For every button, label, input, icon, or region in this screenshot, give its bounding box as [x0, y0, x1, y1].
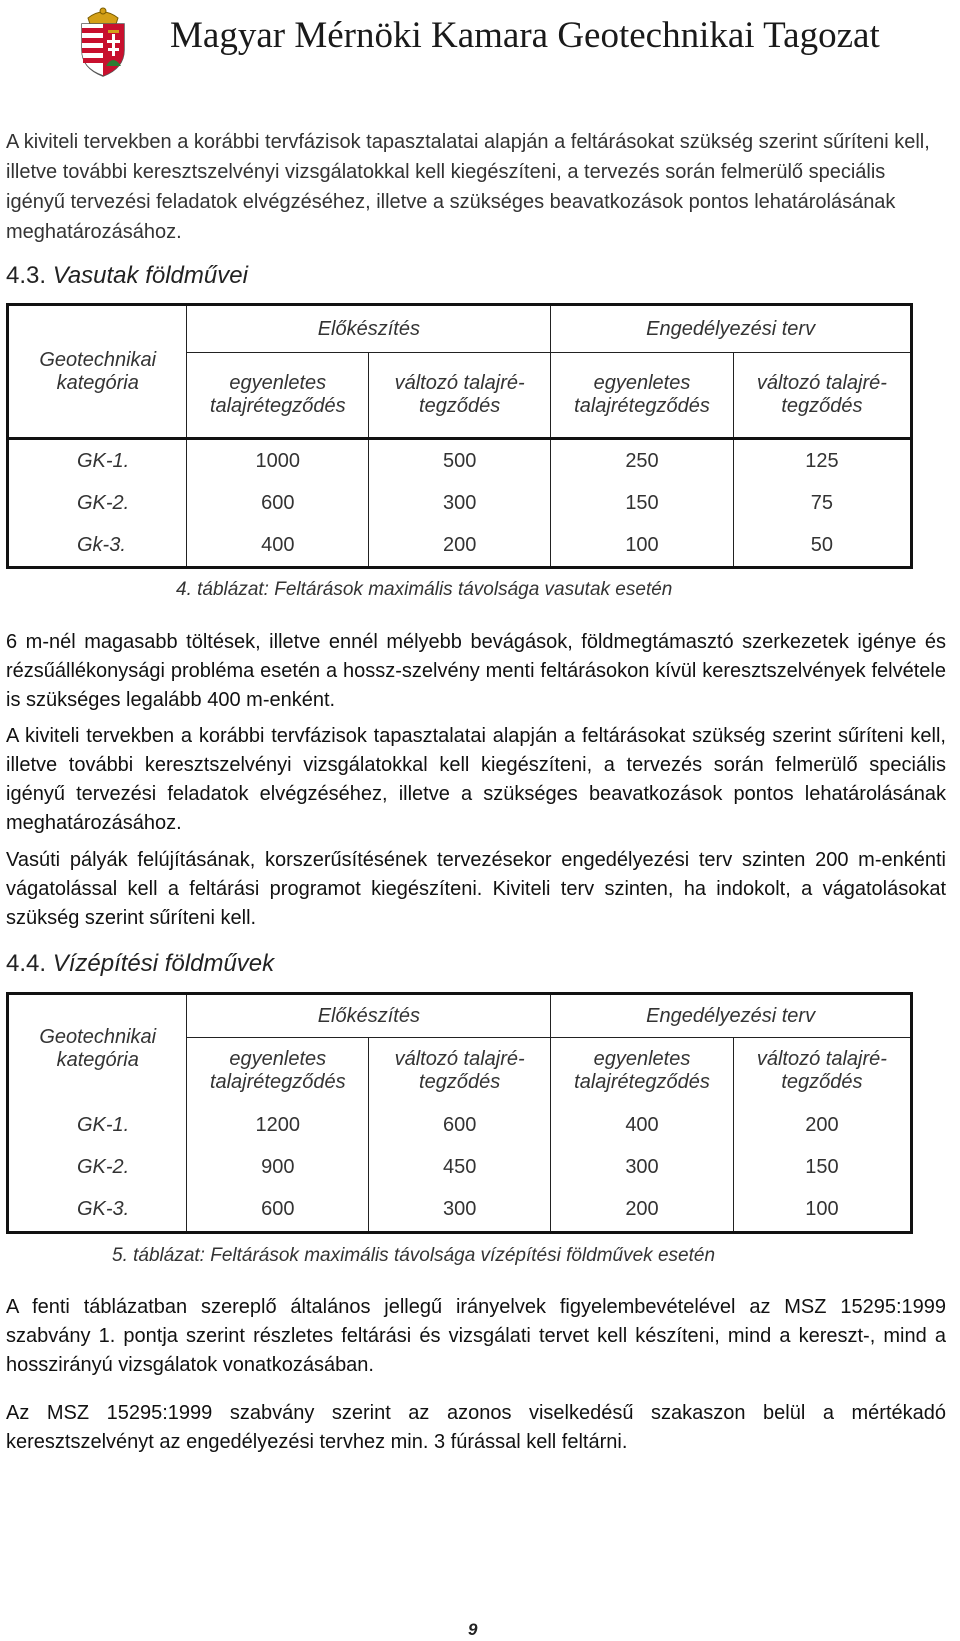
hungarian-coat-of-arms-icon: [72, 4, 134, 78]
group-header-engedelyezesi: Engedélyezési terv: [551, 305, 912, 353]
table-row: [8, 1189, 912, 1233]
paragraph-vasuti: Vasúti pályák felújításának, korszerűsítésének tervezésekor engedélyezési terv szinten 200 m-enkénti vágatolással kell a feltárási programot kiegészíteni. Kiviteli terv szinten, ha indokolt, a vágatolásokat szükség szerint sűríteni kell.: [6, 849, 946, 929]
table-cell: 100: [551, 525, 734, 568]
table-row: [8, 1147, 912, 1189]
table-cell: 450: [369, 1147, 551, 1189]
group-header-engedelyezesi: Engedélyezési terv: [551, 994, 912, 1038]
table-cell: 300: [551, 1147, 734, 1189]
section-title: Vasutak földművei: [52, 262, 248, 289]
subheader-uniform: egyenletes talajrétegződés: [551, 353, 734, 439]
table-cell: 300: [369, 1189, 551, 1233]
paragraph-embankments: 6 m-nél magasabb töltések, illetve ennél mélyebb bevágások, földmegtámasztó szerkezetek igénye és rézsűállékonysági probléma esetén a hossz-szelvény menti feltárásokon kívül keresztszelvények felvétele is szükséges legalább 400 m-enként.: [6, 631, 946, 711]
header-title: Magyar Mérnöki Kamara Geotechnikai Tagozat: [170, 15, 880, 56]
table-4-caption: 4. táblázat: Feltárások maximális távolsága vasutak esetén: [176, 579, 673, 600]
section-heading-4-4: [6, 950, 274, 978]
table-5-caption: 5. táblázat: Feltárások maximális távolsága vízépítési földművek esetén: [112, 1245, 716, 1266]
table-cell: 75: [733, 483, 911, 525]
table-4: [6, 303, 913, 569]
group-header-elokeszites: Előkészítés: [187, 994, 551, 1038]
table-cell: 600: [187, 483, 369, 525]
table-row: [8, 525, 912, 568]
subheader-variable: változó talajré- tegződés: [369, 1038, 551, 1104]
table-cell: 900: [187, 1147, 369, 1189]
table-cell: 200: [551, 1189, 734, 1233]
page-number: 9: [468, 1620, 478, 1639]
row-category: GK-1.: [8, 439, 187, 483]
table-cell: 50: [733, 525, 911, 568]
subheader-uniform: egyenletes talajrétegződés: [551, 1038, 734, 1104]
intro-paragraph: A kiviteli tervekben a korábbi tervfázisok tapasztalatai alapján a feltárásokat szükség szerint sűríteni kell, illetve további keresztszelvényi vizsgálatokkal kell kiegészíteni, a tervezés során felmerülő speciális igényű tervezési feladatok elvégzéséhez, illetve a szükséges beavatkozások pontos lehatárolásának meghatározásához.: [6, 131, 930, 243]
table-cell: 400: [551, 1104, 734, 1147]
table-cell: 600: [187, 1189, 369, 1233]
table-cell: 150: [551, 483, 734, 525]
category-header: Geotechnikai kategória: [8, 994, 187, 1104]
table-cell: 1000: [187, 439, 369, 483]
row-category: GK-1.: [8, 1104, 187, 1147]
paragraph-msz-plan: A fenti táblázatban szereplő általános jellegű irányelvek figyelembevételével az MSZ 15295:1999 szabvány 1. pontja szerint részletes feltárási és vizsgálati tervet kell készíteni, mind a kereszt-, mind a hosszirányú vizsgálatok vonatkozásában.: [6, 1296, 946, 1376]
table-row: [8, 1104, 912, 1147]
subheader-variable: változó talajré- tegződés: [733, 353, 911, 439]
table-cell: 500: [369, 439, 551, 483]
section-title: Vízépítési földművek: [52, 950, 275, 977]
page-header: [0, 0, 960, 78]
table-cell: 200: [369, 525, 551, 568]
row-category: GK-3.: [8, 1189, 187, 1233]
row-category: GK-2.: [8, 483, 187, 525]
table-cell: 600: [369, 1104, 551, 1147]
section-number: 4.4.: [6, 950, 47, 977]
table-cell: 125: [733, 439, 911, 483]
paragraph-msz-boreholes: Az MSZ 15295:1999 szabvány szerint az azonos viselkedésű szakaszon belül a mértékadó keresztszelvényt az engedélyezési tervhez min. 3 fúrással kell feltárni.: [6, 1402, 946, 1453]
table-cell: 400: [187, 525, 369, 568]
subheader-variable: változó talajré- tegződés: [369, 353, 551, 439]
table-cell: 150: [733, 1147, 911, 1189]
section-number: 4.3.: [6, 262, 47, 289]
category-header: Geotechnikai kategória: [8, 305, 187, 439]
table-cell: 300: [369, 483, 551, 525]
row-category: GK-2.: [8, 1147, 187, 1189]
table-cell: 1200: [187, 1104, 369, 1147]
table-cell: 250: [551, 439, 734, 483]
paragraph-kiviteli: A kiviteli tervekben a korábbi tervfázisok tapasztalatai alapján a feltárásokat szükség szerint sűríteni kell, illetve további keresztszelvényi vizsgálatokkal kell kiegészíteni, a tervezés során felmerülő speciális igényű tervezési feladatok elvégzéséhez, illetve a szükséges beavatkozások pontos lehatárolásának meghatározásához.: [6, 725, 946, 834]
section-heading-4-3: [6, 262, 248, 290]
table-row: [8, 483, 912, 525]
table-5: [6, 992, 913, 1234]
group-header-elokeszites: Előkészítés: [187, 305, 551, 353]
subheader-uniform: egyenletes talajrétegződés: [187, 353, 369, 439]
table-row: [8, 439, 912, 483]
table-cell: 200: [733, 1104, 911, 1147]
subheader-variable: változó talajré- tegződés: [733, 1038, 911, 1104]
table-cell: 100: [733, 1189, 911, 1233]
subheader-uniform: egyenletes talajrétegződés: [187, 1038, 369, 1104]
row-category: Gk-3.: [8, 525, 187, 568]
